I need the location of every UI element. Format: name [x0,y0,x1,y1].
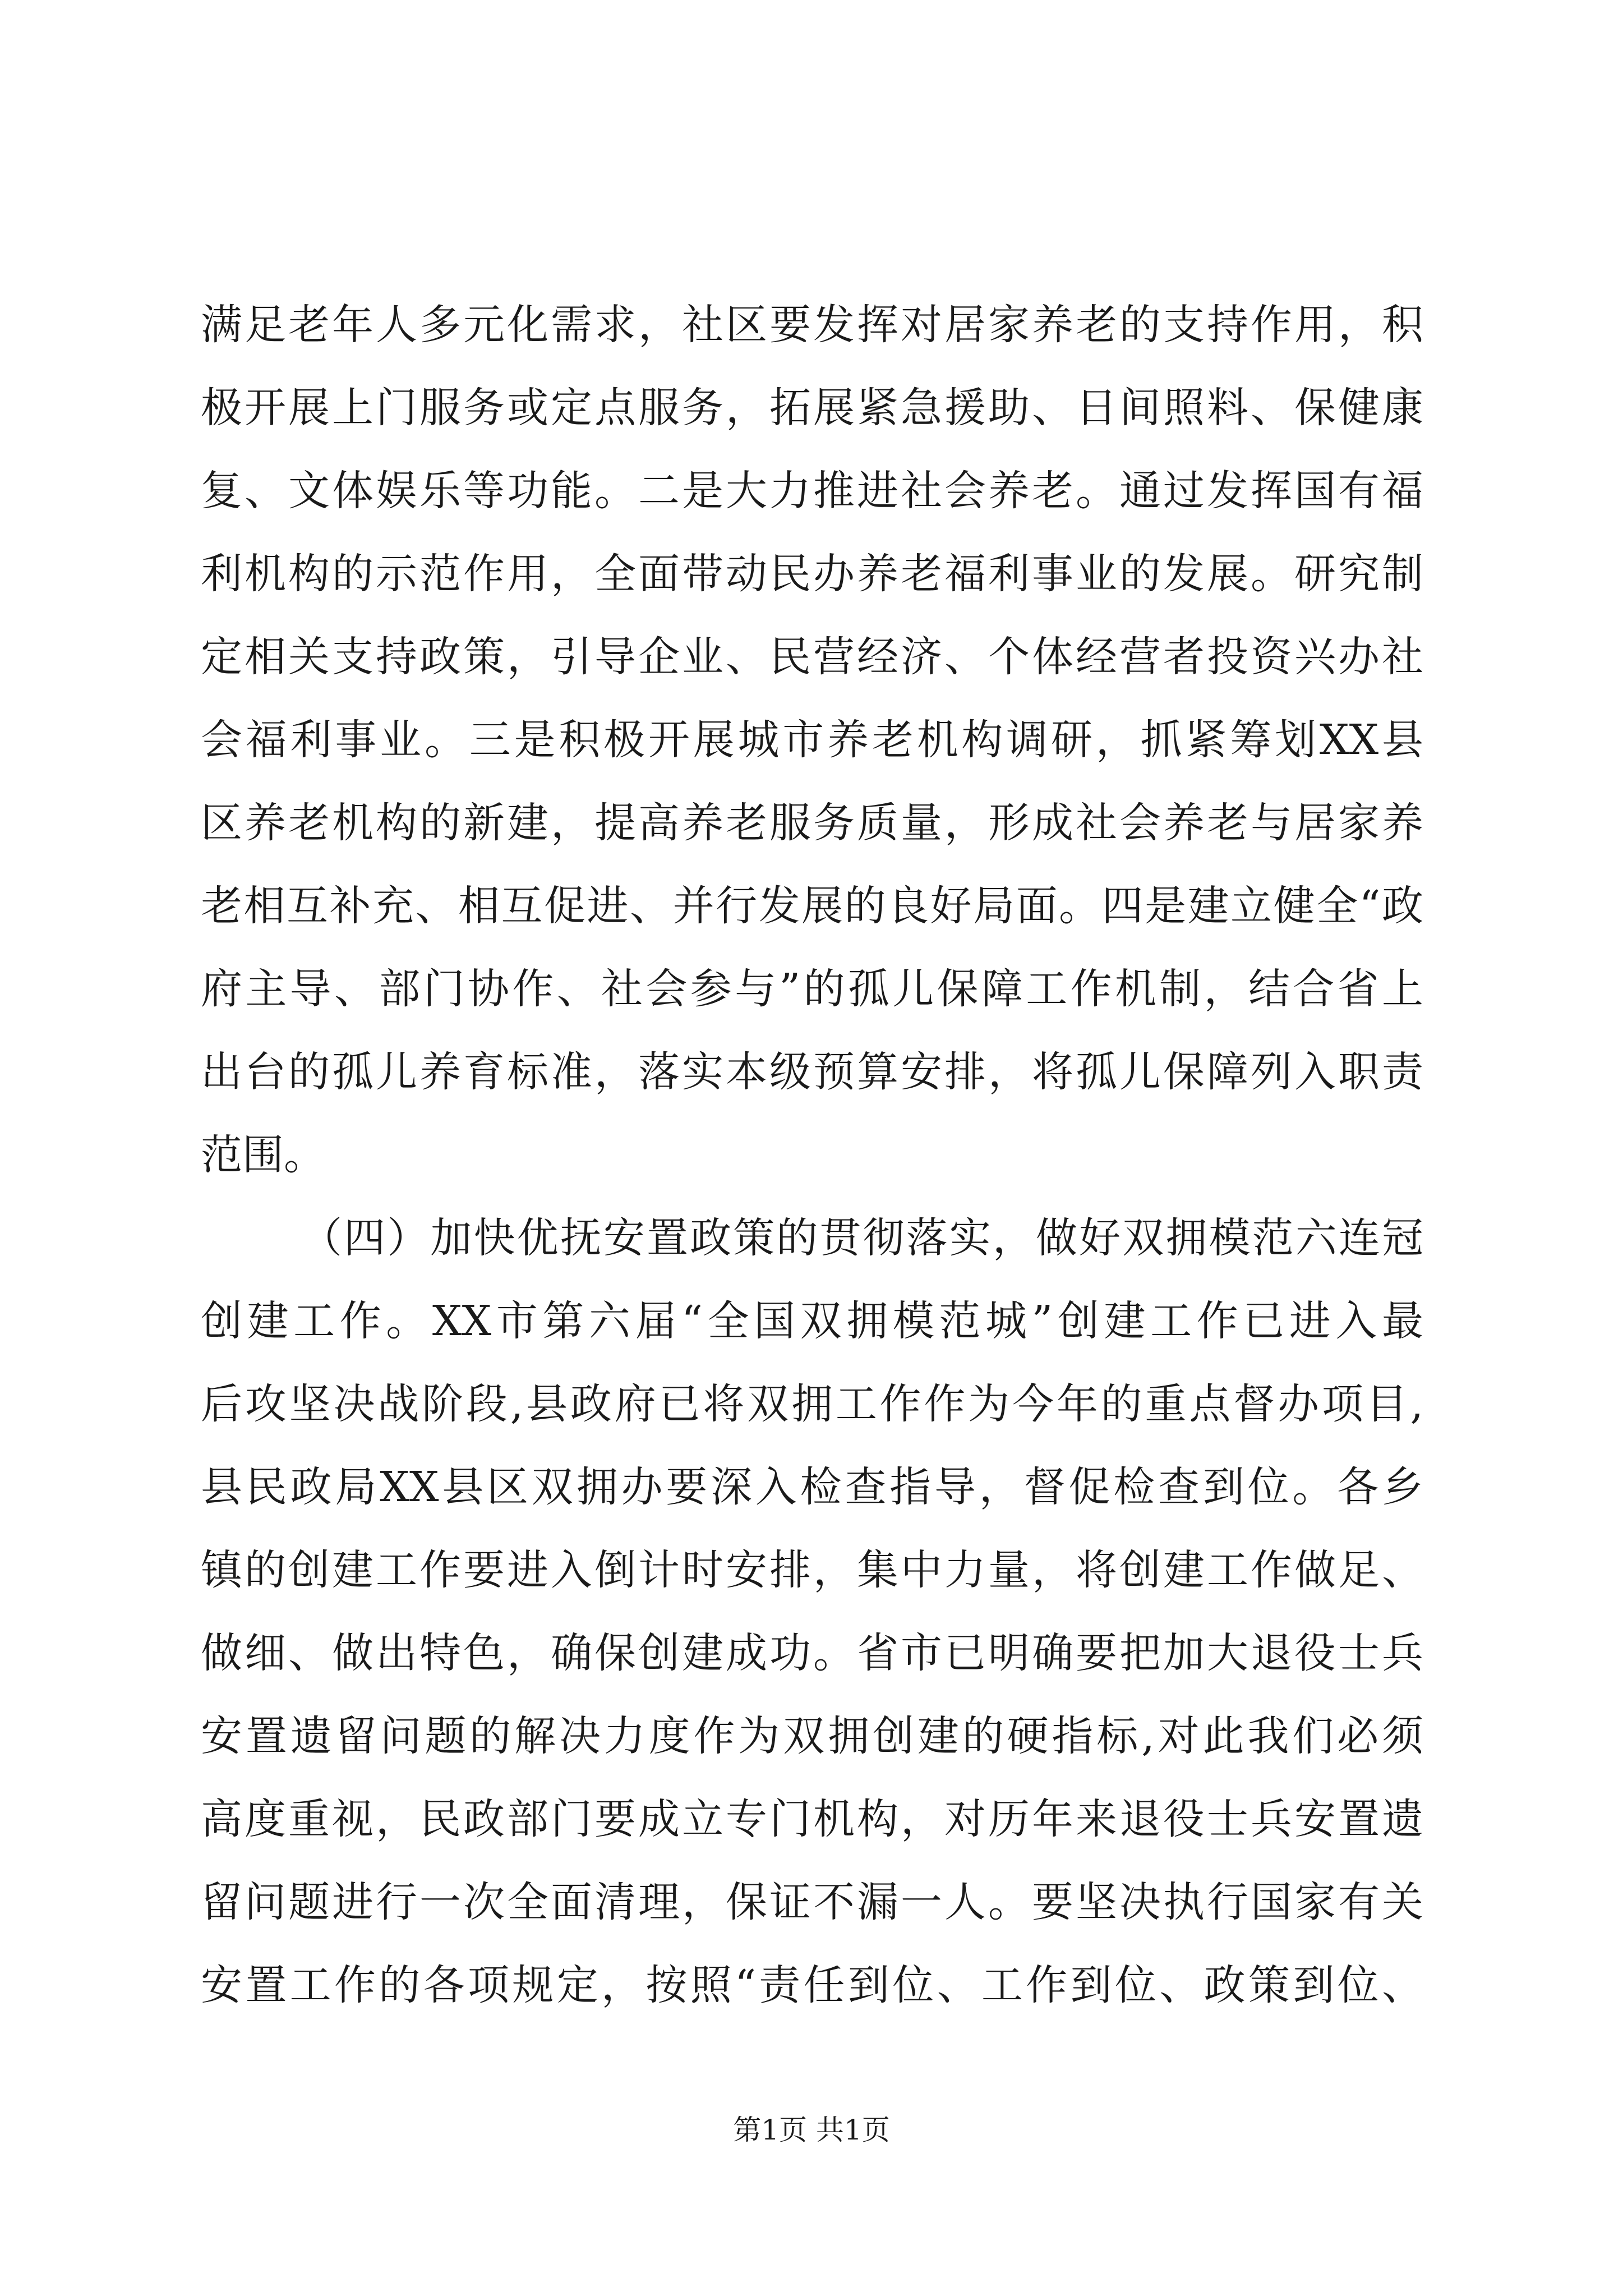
text-line: 出台的孤儿养育标准，落实本级预算安排，将孤儿保障列入职责 [201,1048,1423,1096]
text-line: 镇的创建工作要进入倒计时安排，集中力量，将创建工作做足、 [201,1546,1423,1594]
text-line: 安置遗留问题的解决力度作为双拥创建的硬指标,对此我们必须 [201,1712,1423,1760]
text-line: 范围。 [201,1131,325,1179]
text-line: 做细、做出特色，确保创建成功。省市已明确要把加大退役士兵 [201,1629,1423,1677]
page-number-footer: 第1页 共1页 [733,2114,890,2146]
text-line: 会福利事业。三是积极开展城市养老机构调研，抓紧筹划XX县 [201,716,1423,764]
text-line: 府主导、部门协作、社会参与”的孤儿保障工作机制，结合省上 [201,965,1423,1013]
document-body [201,283,1423,2027]
text-line: 县民政局XX县区双拥办要深入检查指导，督促检查到位。各乡 [201,1463,1423,1511]
text-line: 老相互补充、相互促进、并行发展的良好局面。四是建立健全“政 [201,882,1423,930]
text-line: 创建工作。XX市第六届“全国双拥模范城”创建工作已进入最 [201,1297,1423,1345]
text-line: 后攻坚决战阶段,县政府已将双拥工作作为今年的重点督办项目, [201,1380,1423,1428]
text-line: 定相关支持政策，引导企业、民营经济、个体经营者投资兴办社 [201,633,1423,681]
text-line: 利机构的示范作用，全面带动民办养老福利事业的发展。研究制 [201,550,1423,598]
text-line: 安置工作的各项规定，按照“责任到位、工作到位、政策到位、 [201,1961,1423,2009]
text-line-indented: （四）加快优抚安置政策的贯彻落实，做好双拥模范六连冠 [301,1214,1423,1262]
text-line: 区养老机构的新建，提高养老服务质量，形成社会养老与居家养 [201,799,1423,847]
text-line: 高度重视，民政部门要成立专门机构，对历年来退役士兵安置遗 [201,1795,1423,1843]
text-line: 极开展上门服务或定点服务，拓展紧急援助、日间照料、保健康 [201,384,1423,432]
text-line: 满足老年人多元化需求，社区要发挥对居家养老的支持作用，积 [201,301,1423,349]
text-line: 复、文体娱乐等功能。二是大力推进社会养老。通过发挥国有福 [201,467,1423,515]
text-line: 留问题进行一次全面清理，保证不漏一人。要坚决执行国家有关 [201,1878,1423,1926]
